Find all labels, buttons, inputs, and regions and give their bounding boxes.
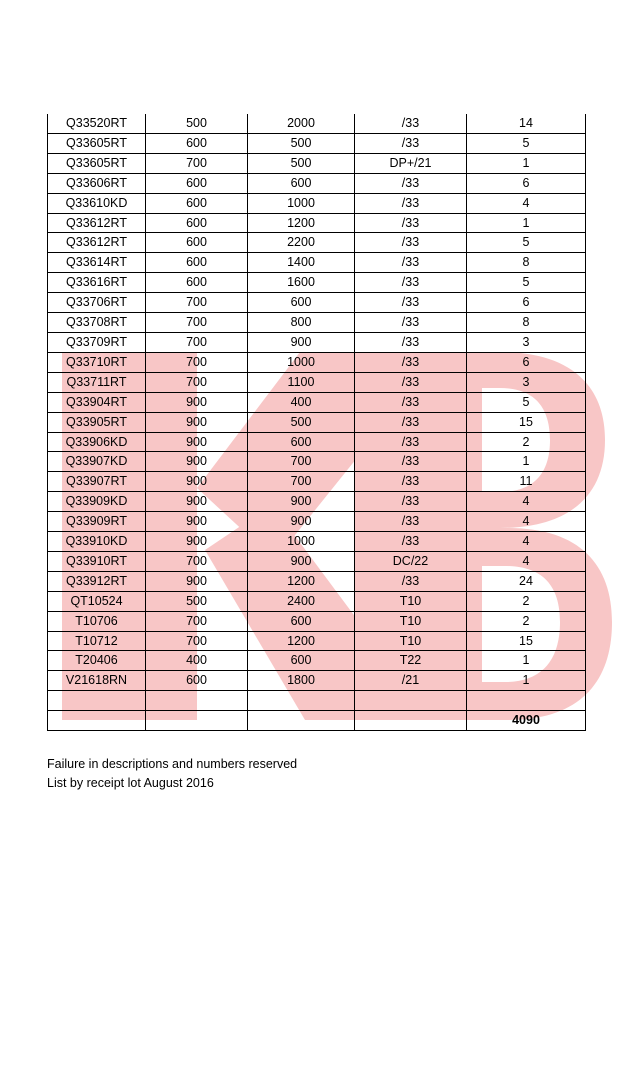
table-row [48, 153, 586, 173]
quantity-cell: 2 [467, 611, 586, 631]
quantity-cell: 1 [467, 651, 586, 671]
quantity-cell: 14 [467, 114, 586, 133]
value-a-cell: 900 [146, 532, 248, 552]
value-b-cell: 1800 [248, 671, 355, 691]
table-row [48, 273, 586, 293]
part-number-cell: Q33711RT [48, 372, 146, 392]
code-cell: /33 [355, 412, 467, 432]
code-cell: /33 [355, 293, 467, 313]
stock-list-sheet [47, 114, 585, 731]
part-number-cell: Q33709RT [48, 332, 146, 352]
quantity-cell: 1 [467, 153, 586, 173]
value-a-cell: 900 [146, 492, 248, 512]
value-b-cell: 1200 [248, 213, 355, 233]
part-number-cell: Q33708RT [48, 313, 146, 333]
table-row [48, 452, 586, 472]
quantity-cell: 6 [467, 352, 586, 372]
part-number-cell: Q33905RT [48, 412, 146, 432]
value-a-cell: 600 [146, 671, 248, 691]
empty-cell [355, 711, 467, 731]
empty-row [48, 691, 586, 711]
part-number-cell: Q33614RT [48, 253, 146, 273]
value-a-cell: 700 [146, 293, 248, 313]
empty-cell [248, 691, 355, 711]
value-b-cell: 1000 [248, 532, 355, 552]
part-number-cell: V21618RN [48, 671, 146, 691]
value-a-cell: 600 [146, 253, 248, 273]
part-number-cell: Q33612RT [48, 233, 146, 253]
quantity-cell: 5 [467, 392, 586, 412]
code-cell: /33 [355, 492, 467, 512]
table-row [48, 651, 586, 671]
value-a-cell: 900 [146, 392, 248, 412]
part-number-cell: Q33907KD [48, 452, 146, 472]
code-cell: T22 [355, 651, 467, 671]
value-a-cell: 700 [146, 332, 248, 352]
value-b-cell: 600 [248, 432, 355, 452]
code-cell: /33 [355, 332, 467, 352]
value-b-cell: 900 [248, 551, 355, 571]
table-row [48, 392, 586, 412]
disclaimer-note: Failure in descriptions and numbers reserved [47, 757, 298, 771]
value-b-cell: 1000 [248, 193, 355, 213]
value-b-cell: 800 [248, 313, 355, 333]
part-number-cell: Q33606RT [48, 173, 146, 193]
value-a-cell: 700 [146, 372, 248, 392]
code-cell: /33 [355, 352, 467, 372]
quantity-cell: 15 [467, 631, 586, 651]
value-b-cell: 1100 [248, 372, 355, 392]
value-a-cell: 500 [146, 591, 248, 611]
code-cell: /33 [355, 193, 467, 213]
table-row [48, 512, 586, 532]
part-number-cell: Q33610KD [48, 193, 146, 213]
value-a-cell: 700 [146, 313, 248, 333]
value-b-cell: 2000 [248, 114, 355, 133]
code-cell: /33 [355, 372, 467, 392]
table-row [48, 173, 586, 193]
value-b-cell: 2400 [248, 591, 355, 611]
code-cell: /33 [355, 432, 467, 452]
stock-table-body [48, 114, 586, 731]
value-a-cell: 500 [146, 114, 248, 133]
table-row [48, 293, 586, 313]
value-b-cell: 2200 [248, 233, 355, 253]
code-cell: /33 [355, 213, 467, 233]
quantity-cell: 5 [467, 133, 586, 153]
table-row [48, 133, 586, 153]
quantity-cell: 15 [467, 412, 586, 432]
receipt-lot-note: List by receipt lot August 2016 [47, 776, 214, 790]
part-number-cell: Q33907RT [48, 472, 146, 492]
code-cell: DC/22 [355, 551, 467, 571]
quantity-cell: 2 [467, 432, 586, 452]
quantity-cell: 1 [467, 452, 586, 472]
empty-cell [467, 691, 586, 711]
total-quantity: 4090 [467, 711, 586, 731]
empty-cell [248, 711, 355, 731]
part-number-cell: T10712 [48, 631, 146, 651]
total-row [48, 711, 586, 731]
table-row [48, 372, 586, 392]
table-row [48, 631, 586, 651]
table-row [48, 352, 586, 372]
quantity-cell: 4 [467, 512, 586, 532]
value-a-cell: 900 [146, 512, 248, 532]
value-b-cell: 700 [248, 472, 355, 492]
quantity-cell: 1 [467, 213, 586, 233]
value-b-cell: 700 [248, 452, 355, 472]
table-row [48, 472, 586, 492]
code-cell: /33 [355, 452, 467, 472]
quantity-cell: 6 [467, 173, 586, 193]
part-number-cell: Q33909RT [48, 512, 146, 532]
value-a-cell: 700 [146, 153, 248, 173]
empty-cell [48, 691, 146, 711]
value-b-cell: 500 [248, 412, 355, 432]
table-row [48, 532, 586, 552]
value-a-cell: 700 [146, 611, 248, 631]
value-a-cell: 900 [146, 472, 248, 492]
code-cell: /33 [355, 133, 467, 153]
value-a-cell: 900 [146, 412, 248, 432]
quantity-cell: 5 [467, 273, 586, 293]
value-a-cell: 600 [146, 173, 248, 193]
value-b-cell: 900 [248, 512, 355, 532]
quantity-cell: 4 [467, 551, 586, 571]
part-number-cell: T20406 [48, 651, 146, 671]
code-cell: /33 [355, 273, 467, 293]
value-b-cell: 1400 [248, 253, 355, 273]
code-cell: T10 [355, 611, 467, 631]
value-a-cell: 600 [146, 193, 248, 213]
code-cell: T10 [355, 591, 467, 611]
code-cell: T10 [355, 631, 467, 651]
table-row [48, 253, 586, 273]
value-a-cell: 400 [146, 651, 248, 671]
value-b-cell: 900 [248, 492, 355, 512]
code-cell: /33 [355, 313, 467, 333]
value-a-cell: 900 [146, 452, 248, 472]
empty-cell [355, 691, 467, 711]
value-b-cell: 500 [248, 153, 355, 173]
code-cell: /33 [355, 253, 467, 273]
table-row [48, 332, 586, 352]
value-b-cell: 600 [248, 173, 355, 193]
part-number-cell: Q33912RT [48, 571, 146, 591]
code-cell: DP+/21 [355, 153, 467, 173]
part-number-cell: Q33520RT [48, 114, 146, 133]
table-row [48, 233, 586, 253]
code-cell: /33 [355, 233, 467, 253]
table-row [48, 492, 586, 512]
part-number-cell: Q33616RT [48, 273, 146, 293]
part-number-cell: Q33909KD [48, 492, 146, 512]
code-cell: /33 [355, 532, 467, 552]
part-number-cell: Q33904RT [48, 392, 146, 412]
quantity-cell: 4 [467, 193, 586, 213]
value-b-cell: 900 [248, 332, 355, 352]
part-number-cell: QT10524 [48, 591, 146, 611]
table-row [48, 213, 586, 233]
quantity-cell: 4 [467, 532, 586, 552]
empty-cell [146, 711, 248, 731]
quantity-cell: 8 [467, 253, 586, 273]
code-cell: /33 [355, 472, 467, 492]
value-a-cell: 700 [146, 352, 248, 372]
part-number-cell: Q33910RT [48, 551, 146, 571]
table-row [48, 571, 586, 591]
quantity-cell: 5 [467, 233, 586, 253]
quantity-cell: 3 [467, 372, 586, 392]
quantity-cell: 1 [467, 671, 586, 691]
quantity-cell: 2 [467, 591, 586, 611]
part-number-cell: Q33706RT [48, 293, 146, 313]
value-b-cell: 500 [248, 133, 355, 153]
table-row [48, 114, 586, 133]
code-cell: /33 [355, 114, 467, 133]
stock-table [47, 114, 586, 731]
part-number-cell: Q33710RT [48, 352, 146, 372]
value-a-cell: 900 [146, 571, 248, 591]
value-b-cell: 1200 [248, 631, 355, 651]
code-cell: /21 [355, 671, 467, 691]
quantity-cell: 11 [467, 472, 586, 492]
quantity-cell: 8 [467, 313, 586, 333]
table-row [48, 551, 586, 571]
part-number-cell: Q33605RT [48, 153, 146, 173]
value-a-cell: 600 [146, 213, 248, 233]
part-number-cell: Q33605RT [48, 133, 146, 153]
table-row [48, 591, 586, 611]
value-b-cell: 600 [248, 651, 355, 671]
value-b-cell: 1200 [248, 571, 355, 591]
part-number-cell: Q33910KD [48, 532, 146, 552]
table-row [48, 313, 586, 333]
value-b-cell: 600 [248, 293, 355, 313]
table-row [48, 193, 586, 213]
value-a-cell: 600 [146, 233, 248, 253]
value-b-cell: 600 [248, 611, 355, 631]
quantity-cell: 24 [467, 571, 586, 591]
notes [47, 755, 297, 793]
value-b-cell: 1600 [248, 273, 355, 293]
value-a-cell: 700 [146, 551, 248, 571]
empty-cell [146, 691, 248, 711]
code-cell: /33 [355, 571, 467, 591]
value-a-cell: 900 [146, 432, 248, 452]
part-number-cell: Q33612RT [48, 213, 146, 233]
part-number-cell: T10706 [48, 611, 146, 631]
table-row [48, 611, 586, 631]
value-b-cell: 400 [248, 392, 355, 412]
code-cell: /33 [355, 173, 467, 193]
value-b-cell: 1000 [248, 352, 355, 372]
value-a-cell: 600 [146, 273, 248, 293]
code-cell: /33 [355, 392, 467, 412]
empty-cell [48, 711, 146, 731]
value-a-cell: 600 [146, 133, 248, 153]
part-number-cell: Q33906KD [48, 432, 146, 452]
table-row [48, 671, 586, 691]
value-a-cell: 700 [146, 631, 248, 651]
quantity-cell: 6 [467, 293, 586, 313]
table-row [48, 432, 586, 452]
code-cell: /33 [355, 512, 467, 532]
table-row [48, 412, 586, 432]
quantity-cell: 4 [467, 492, 586, 512]
quantity-cell: 3 [467, 332, 586, 352]
